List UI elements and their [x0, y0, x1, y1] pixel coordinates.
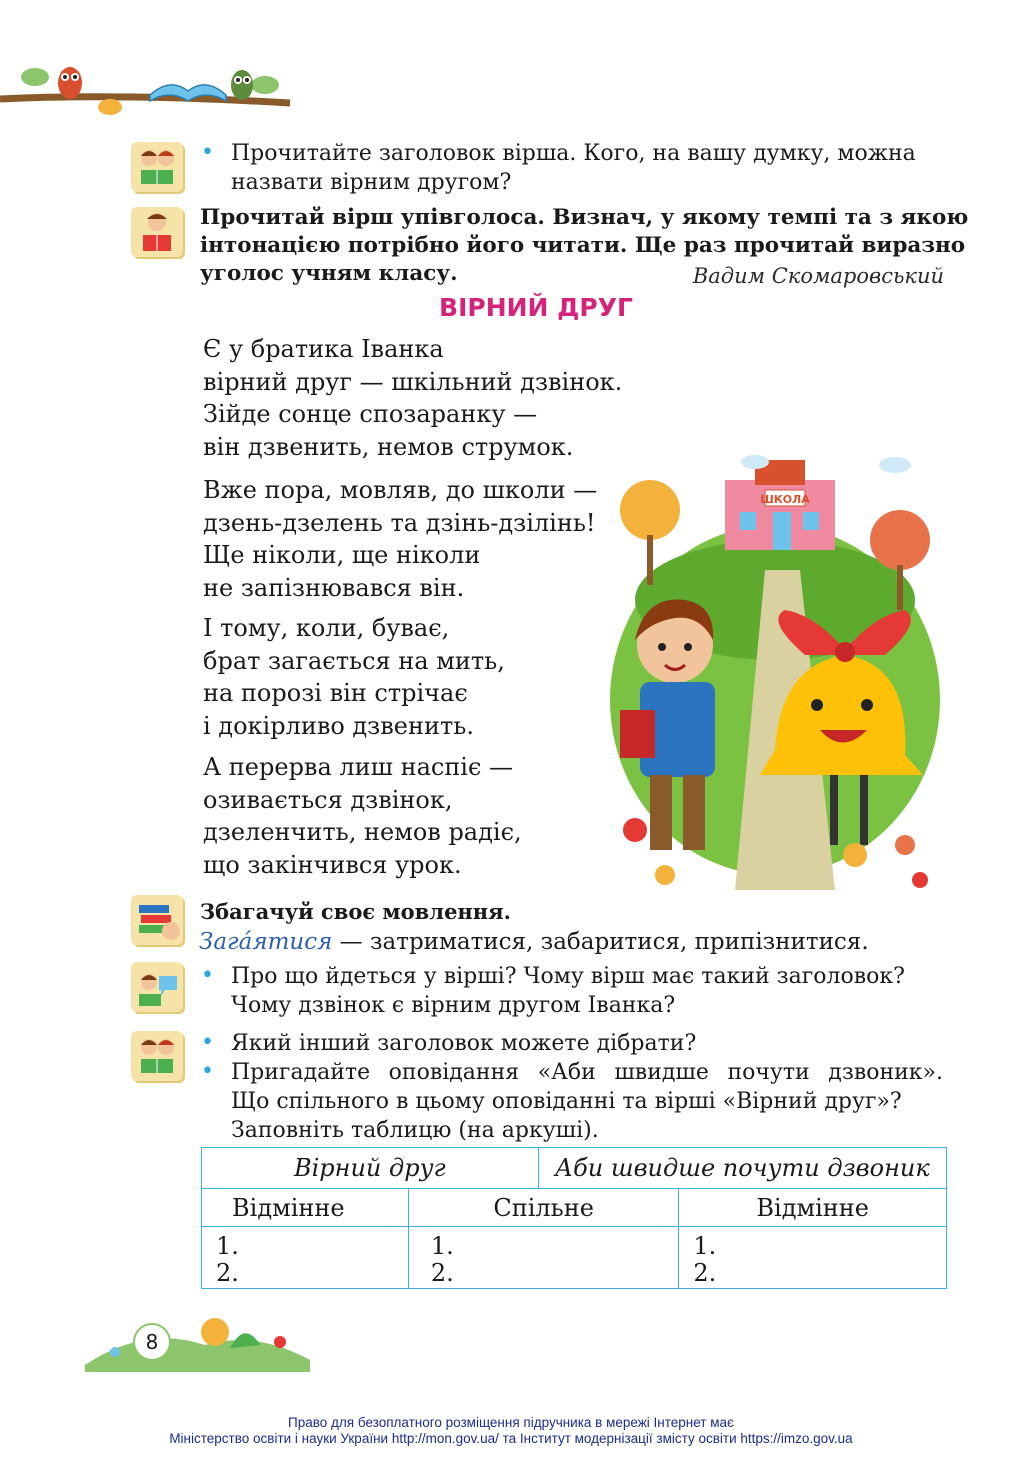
footer-line1: Право для безоплатного розміщення підручника в мережі Інтернет має — [288, 1415, 734, 1430]
table-col-different-1: Відмінне — [202, 1189, 409, 1227]
table-col-different-2: Відмінне — [679, 1189, 947, 1227]
table-item: 2. — [216, 1259, 239, 1287]
poem-line: на порозі він стрічає — [203, 679, 468, 707]
table-cell — [202, 1227, 409, 1289]
poem-stanza-3 — [203, 612, 505, 742]
table-item: 2. — [430, 1259, 454, 1287]
poem-line: і докірливо дзвенить. — [203, 711, 474, 740]
poem-line: вірний друг — шкільний дзвінок. — [203, 367, 623, 396]
footer-meadow-decoration — [85, 1300, 315, 1375]
poem-line: Ще ніколи, ще ніколи — [203, 541, 481, 569]
footer-line2: Міністерство освіти і науки України http://mon.gov.ua/ та Інститут модернізації змісту освіти https://imzo.gov.ua — [169, 1431, 853, 1446]
question-3-line2: Що спільного в цьому оповіданні та вірші «Вірний друг»? — [231, 1089, 902, 1114]
poem-title: ВІРНИЙ ДРУГ — [439, 293, 633, 322]
pair-reading-icon — [131, 1031, 183, 1081]
table-cell — [408, 1227, 679, 1289]
pair-reading-icon — [131, 142, 183, 192]
poem-line: Зійде сонце спозаранку — — [203, 400, 538, 428]
poem-illustration — [605, 450, 945, 895]
table-item: 1. — [693, 1232, 717, 1260]
bullet: • — [201, 1030, 214, 1055]
bullet: • — [201, 963, 214, 988]
task1-line2: назвати вірним другом? — [231, 170, 512, 195]
table-cell — [679, 1227, 947, 1289]
bullet: • — [201, 1059, 214, 1084]
poem-line: І тому, коли, буває, — [203, 614, 450, 642]
dictionary-icon — [131, 895, 183, 945]
page-number: 8 — [133, 1323, 171, 1361]
question-3 — [231, 1058, 943, 1145]
table-header-right: Аби швидше почути дзвоник — [538, 1148, 946, 1189]
reading-boy-icon — [131, 207, 183, 257]
task1-line1: Прочитайте заголовок вірша. Кого, на вашу думку, можна — [231, 141, 916, 166]
question-3-line3: Заповніть таблицю (на аркуші). — [231, 1118, 599, 1143]
vocab-term: Зага́ятися — [199, 929, 333, 955]
table-item: 1. — [216, 1232, 239, 1260]
task1-text — [231, 139, 916, 197]
header-branch-decoration — [0, 55, 300, 125]
question-2: Який інший заголовок можете дібрати? — [231, 1031, 697, 1056]
poem-line: він дзвенить, немов струмок. — [203, 432, 574, 461]
poem-line: дзень-дзелень та дзінь-дзілінь! — [203, 508, 596, 537]
question-3-line1: Пригадайте оповідання «Аби швидше почути дзвоник». — [231, 1060, 943, 1085]
school-sign: ШКОЛА — [760, 493, 810, 506]
task2-line2: інтонацією потрібно його читати. Ще раз прочитай виразно — [200, 233, 966, 258]
poem-line: Є у братика Іванка — [203, 335, 444, 363]
poem-stanza-4 — [203, 751, 522, 881]
question-1 — [231, 962, 905, 1020]
task2-line3: уголос учням класу. — [200, 261, 458, 286]
poem-line: що закінчився урок. — [203, 850, 462, 879]
vocab-entry — [199, 928, 869, 957]
poem-author: Вадим Скомаровський — [692, 264, 944, 288]
table-header-left: Вірний друг — [202, 1148, 539, 1189]
copyright-footer — [0, 1415, 1022, 1447]
table-col-common: Спільне — [408, 1189, 679, 1227]
poem-line: не запізнювався він. — [203, 573, 465, 602]
poem-stanza-2 — [203, 474, 597, 604]
poem-line: А перерва лиш наспіє — — [203, 753, 514, 781]
bullet: • — [201, 140, 214, 165]
vocab-definition: — затриматися, забаритися, припізнитися. — [332, 929, 869, 955]
vocab-heading: Збагачуй своє мовлення. — [200, 899, 511, 924]
task2-line1: Прочитай вірш упівголоса. Визнач, у якому темпі та з якою — [200, 205, 969, 230]
poem-line: брат загається на мить, — [203, 646, 505, 675]
poem-stanza-1 — [203, 333, 622, 463]
poem-line: озивається дзвінок, — [203, 785, 453, 814]
table-item: 2. — [693, 1259, 717, 1287]
comparison-table — [201, 1147, 947, 1289]
table-item: 1. — [430, 1232, 454, 1260]
question-1-line1: Про що йдеться у вірші? Чому вірш має такий заголовок? — [231, 964, 905, 989]
poem-line: Вже пора, мовляв, до школи — — [203, 476, 598, 504]
question-1-line2: Чому дзвінок є вірним другом Іванка? — [231, 993, 676, 1018]
poem-line: дзеленчить, немов радіє, — [203, 818, 522, 846]
discussion-icon — [131, 962, 183, 1012]
